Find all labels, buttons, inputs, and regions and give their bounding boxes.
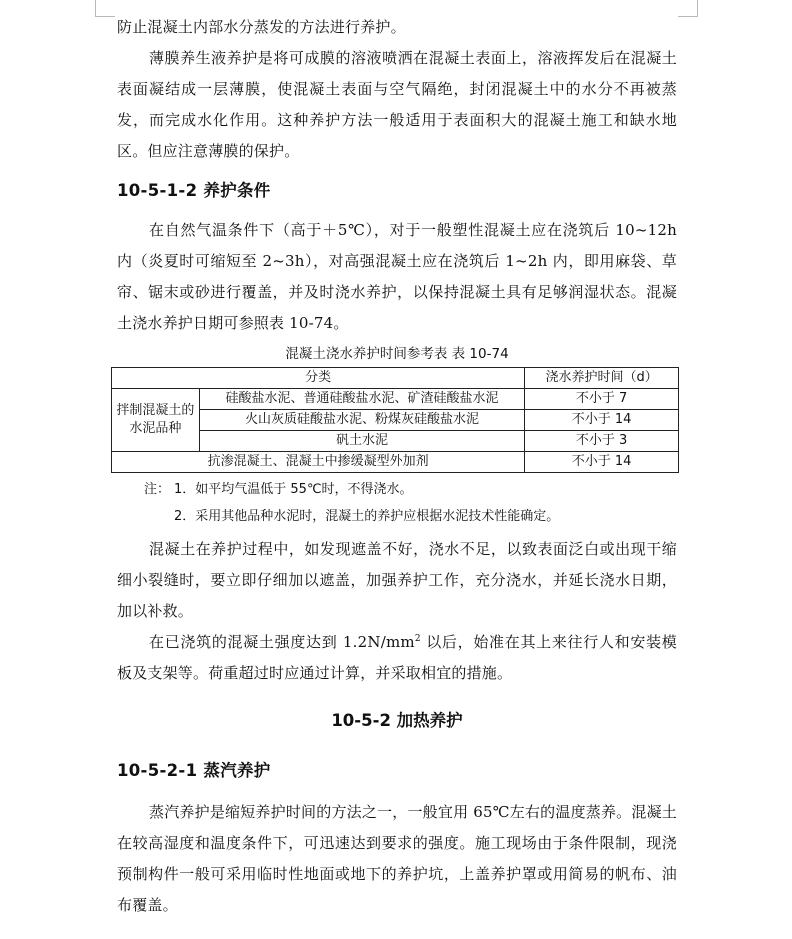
paragraph-strength-loading bbox=[117, 627, 677, 689]
note-text: 1．如平均气温低于 55℃时，不得浇水。 bbox=[174, 482, 413, 497]
note-text: 2．采用其他品种水泥时，混凝土的养护应根据水泥技术性能确定。 bbox=[174, 509, 560, 524]
crop-mark-top-left-vertical bbox=[95, 0, 96, 17]
table-group-label: 拌制混凝土的水泥品种 bbox=[112, 389, 200, 452]
strength-text-after: 以后，始准在其上来往行人和安装模板及支架等。荷重超过时应通过计算，并采取相宜的措施。 bbox=[117, 633, 677, 682]
heading-steam-curing: 10-5-2-1 蒸汽养护 bbox=[117, 761, 271, 780]
table-header-category: 分类 bbox=[112, 368, 525, 389]
paragraph-natural-curing: 在自然气温条件下（高于＋5℃），对于一般塑性混凝土应在浇筑后 10~12h 内（炎夏时可缩短至 2~3h），对高强混凝土应在浇筑后 1~2h 内，即用麻袋、草帘、锯末或砂进行覆盖，并及时浇水养护，以保持混凝土具有足够润湿状态。混凝土浇水养护日期可参照表 10-74。 bbox=[117, 221, 677, 332]
paragraph-steam-curing: 蒸汽养护是缩短养护时间的方法之一，一般宜用 65℃左右的温度蒸养。混凝土在较高湿度和温度条件下，可迅速达到要求的强度。施工现场由于条件限制，现浇预制构件一般可采用临时性地面或地下的养护坑，上盖养护罩或用简易的帆布、油布覆盖。 bbox=[117, 803, 677, 914]
table-cell-time: 不小于 14 bbox=[525, 452, 679, 473]
note-item bbox=[117, 476, 677, 503]
crop-mark-top-left-horizontal bbox=[96, 16, 115, 17]
table-cell-type: 矾土水泥 bbox=[199, 431, 524, 452]
table-cell-time: 不小于 7 bbox=[525, 389, 679, 410]
paragraph-curing-remedy: 混凝土在养护过程中，如发现遮盖不好，浇水不足，以致表面泛白或出现干缩细小裂缝时，要立即仔细加以遮盖，加强养护工作，充分浇水，并延长浇水日期，加以补救。 bbox=[117, 540, 677, 620]
table-row bbox=[112, 389, 679, 410]
note-label: 注： bbox=[144, 482, 171, 497]
paragraph-film-curing: 薄膜养生液养护是将可成膜的溶液喷洒在混凝土表面上，溶液挥发后在混凝土表面凝结成一层薄膜，使混凝土表面与空气隔绝，封闭混凝土中的水分不再被蒸发，而完成水化作用。这种养护方法一般适用于表面积大的混凝土施工和缺水地区。但应注意薄膜的保护。 bbox=[117, 49, 677, 160]
document-page bbox=[117, 0, 677, 921]
heading-curing-conditions: 10-5-1-2 养护条件 bbox=[117, 181, 271, 200]
table-notes bbox=[117, 476, 677, 530]
table-cell-type: 火山灰质硅酸盐水泥、粉煤灰硅酸盐水泥 bbox=[199, 410, 524, 431]
strength-text-before: 在已浇筑的混凝土强度达到 1.2N/mm bbox=[149, 633, 415, 651]
table-cell-time: 不小于 14 bbox=[525, 410, 679, 431]
crop-mark-top-right-horizontal bbox=[678, 16, 697, 17]
watering-curing-table bbox=[111, 367, 679, 473]
crop-mark-top-right-vertical bbox=[697, 0, 698, 17]
table-header-time: 浇水养护时间（d） bbox=[525, 368, 679, 389]
note-item bbox=[117, 503, 677, 530]
table-cell-time: 不小于 3 bbox=[525, 431, 679, 452]
table-row bbox=[112, 452, 679, 473]
heading-heat-curing: 10-5-2 加热养护 bbox=[331, 711, 463, 730]
table-cell-type: 抗渗混凝土、混凝土中掺缓凝型外加剂 bbox=[112, 452, 525, 473]
table-cell-type: 硅酸盐水泥、普通硅酸盐水泥、矿渣硅酸盐水泥 bbox=[199, 389, 524, 410]
paragraph-continuation: 防止混凝土内部水分蒸发的方法进行养护。 bbox=[117, 18, 406, 36]
superscript-exponent: 2 bbox=[414, 634, 421, 644]
table-header-row bbox=[112, 368, 679, 389]
table-caption: 混凝土浇水养护时间参考表 表 10-74 bbox=[285, 346, 509, 362]
